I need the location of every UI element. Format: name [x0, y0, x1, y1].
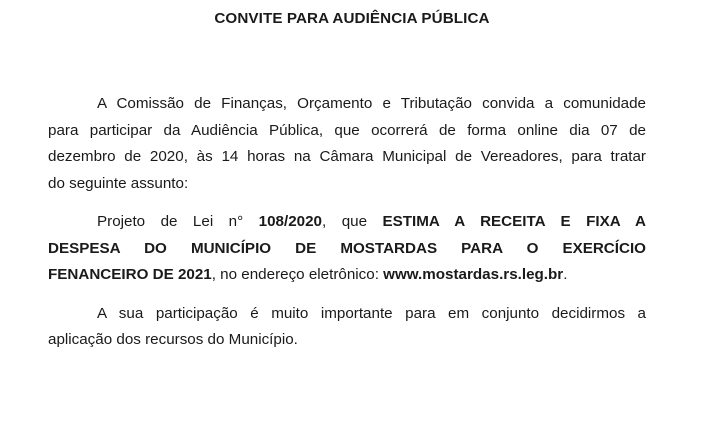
address-label: , no endereço eletrônico: [211, 266, 379, 283]
bill-subject-line-3: FENANCEIRO DE 2021 [48, 266, 212, 283]
bill-line-3 [48, 262, 646, 289]
bill-number: 108/2020 [258, 213, 323, 230]
website-link[interactable]: www.mostardas.rs.leg.br [383, 266, 564, 283]
document-body [48, 91, 646, 354]
closing-line-2: aplicação dos recursos do Município. [48, 331, 298, 348]
bill-paragraph [48, 209, 646, 289]
document-title: CONVITE PARA AUDIÊNCIA PÚBLICA [214, 10, 490, 27]
invitation-line-2: para participar da Audiência Pública, que ocorrerá de forma online dia 07 de [48, 121, 646, 139]
closing-paragraph [48, 301, 646, 354]
closing-line-1: A sua participação é muito importante para em conjunto decidirmos a [97, 304, 646, 322]
bill-end: . [563, 266, 568, 283]
bill-connector: , que [322, 213, 368, 230]
invitation-paragraph [48, 91, 646, 197]
invitation-line-1: A Comissão de Finanças, Orçamento e Tributação convida a comunidade [97, 95, 646, 112]
bill-prefix: Projeto de Lei n° [97, 213, 244, 230]
bill-subject-line-2: DESPESA DO MUNICÍPIO DE MOSTARDAS PARA O EXERCÍCIO [48, 239, 646, 257]
bill-subject-line-1: ESTIMA A RECEITA E FIXA A [382, 213, 646, 230]
invitation-line-4: do seguinte assunto: [48, 174, 189, 192]
invitation-line-3: dezembro de 2020, às 14 horas na Câmara Municipal de Vereadores, para tratar [48, 148, 646, 165]
bill-line-1 [48, 209, 646, 236]
